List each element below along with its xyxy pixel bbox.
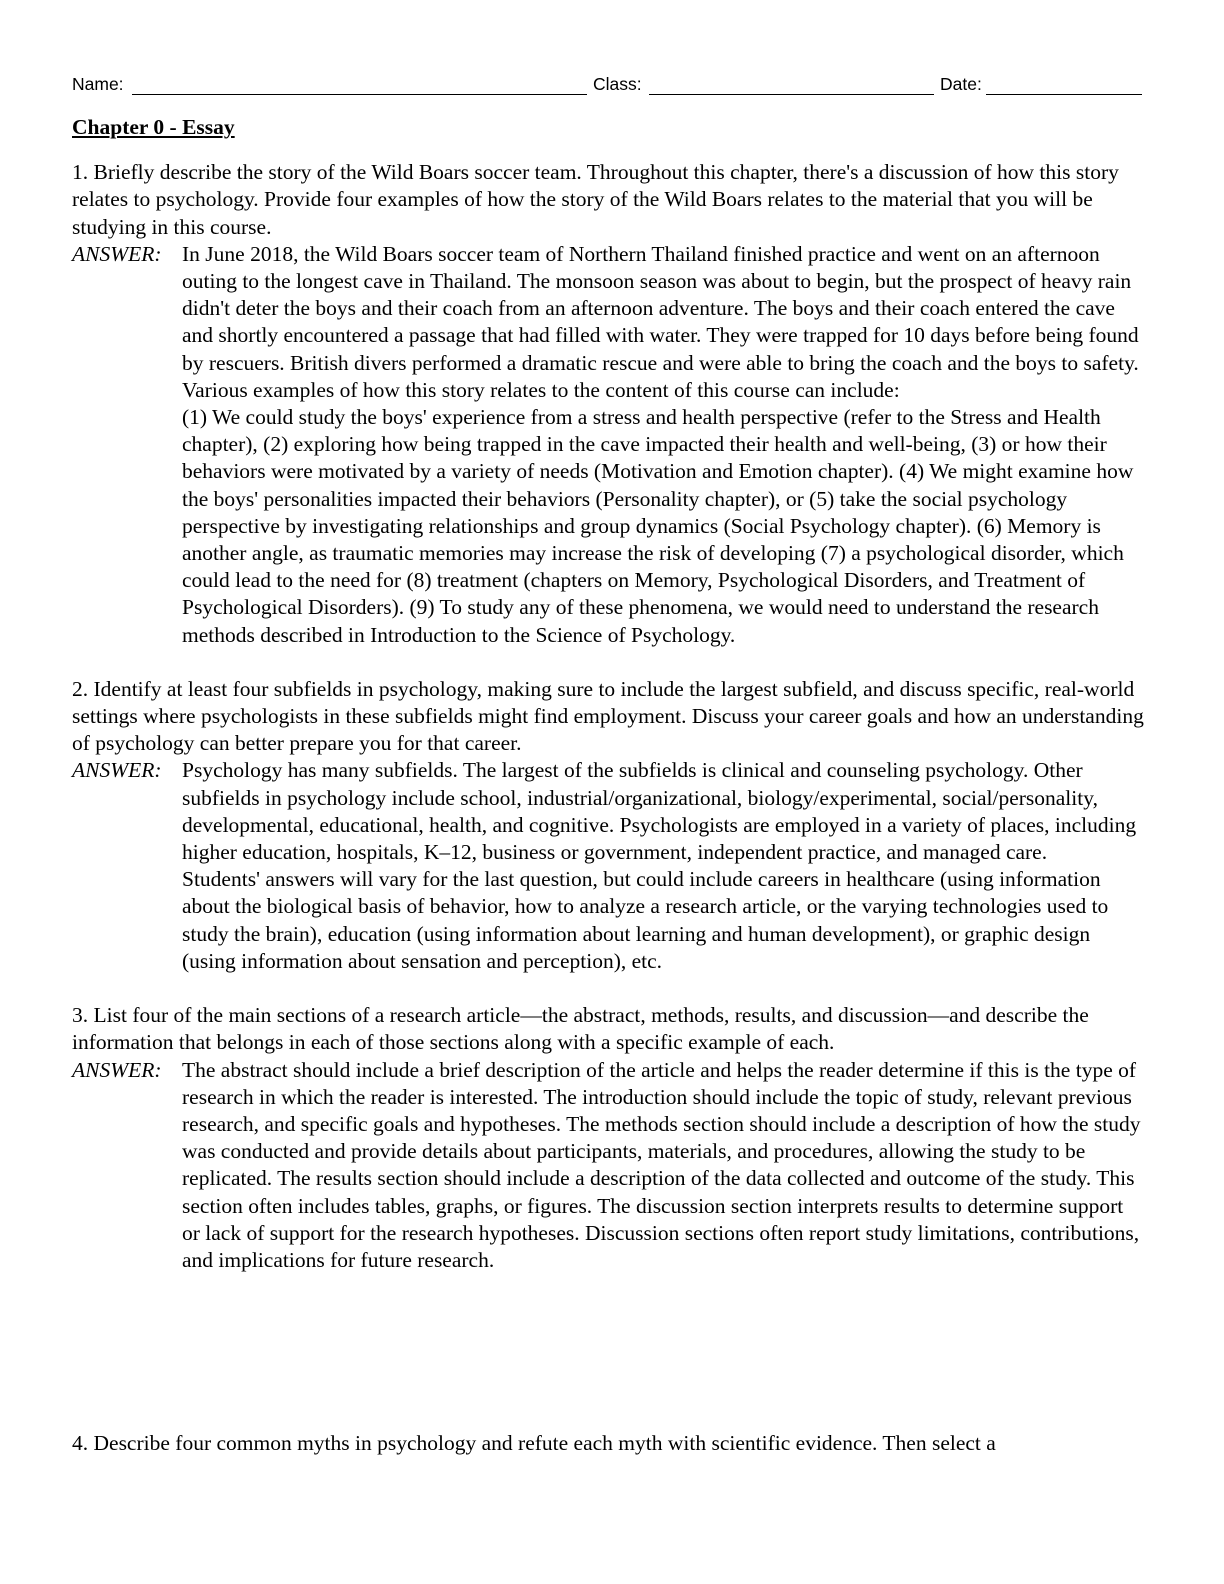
answer-block — [72, 1057, 1144, 1275]
answer-label: ANSWER: — [72, 1057, 162, 1082]
answer-paragraph: Psychology has many subfields. The largest of the subfields is clinical and counseling psychology. Other subfields in psychology include school, industrial/organizational, biology/experimental, social/personality, developmental, educational, health, and cognitive. Psychologists are employed in a variety of places, including higher education, hospitals, K–12, business or government, independent practice, and managed care. — [182, 758, 1137, 865]
answer-paragraph: Various examples of how this story relates to the content of this course can include: — [182, 377, 900, 402]
spacer — [72, 649, 1144, 676]
name-label: Name: — [72, 74, 124, 94]
answer-body — [182, 1057, 1144, 1275]
class-label: Class: — [593, 74, 642, 94]
question-4-prompt: 4. Describe four common myths in psychology and refute each myth with scientific evidence. Then select a — [72, 1431, 996, 1455]
essay-content — [72, 114, 1144, 1274]
answer-paragraph: Students' answers will vary for the last question, but could include careers in healthcare (using information about the biological basis of behavior, how to analyze a research article, or the varying technologies used to study the brain), education (using information about learning and human development), or graphic design (using information about sensation and perception), etc. — [182, 867, 1109, 973]
question-prompt: 3. List four of the main sections of a research article—the abstract, methods, results, and discussion—and describe the information that belongs in each of those sections along with a specific example of each. — [72, 1003, 1089, 1055]
answer-paragraph: In June 2018, the Wild Boars soccer team of Northern Thailand finished practice and went on an afternoon outing to the longest cave in Thailand. The monsoon season was about to begin, but the prospect of heavy rain didn't deter the boys and their coach from an afternoon adventure. The boys and their coach entered the cave and shortly encountered a passage that had filled with water. They were trapped for 10 days before being found by rescuers. British divers performed a dramatic rescue and were able to bring the coach and the boys to safety. — [182, 241, 1139, 375]
date-blank-line — [986, 94, 1142, 95]
class-blank-line — [649, 94, 934, 95]
answer-label: ANSWER: — [72, 758, 162, 783]
answer-paragraph: The abstract should include a brief description of the article and helps the reader determine if this is the type of research in which the reader is interested. The introduction should include the topic of study, relevant previous research, and specific goals and hypotheses. The methods section should include a description of how the study was conducted and provide details about participants, materials, and procedures, allowing the study to be replicated. The results section should include a description of the data collected and outcome of the study. This section often includes tables, graphs, or figures. The discussion section interprets results to determine support or lack of support for the research hypotheses. Discussion sections often report study limitations, contributions, and implications for future research. — [182, 1057, 1141, 1272]
answer-block — [72, 241, 1144, 649]
chapter-title: Chapter 0 - Essay — [72, 115, 235, 139]
answer-block — [72, 757, 1144, 975]
date-label: Date: — [940, 74, 982, 94]
question-prompt: 2. Identify at least four subfields in psychology, making sure to include the largest subfield, and discuss specific, real-world settings where psychologists in these subfields might find employment. Discuss your career goals and how an understanding of psychology can better prepare you for that career. — [72, 676, 1144, 756]
answer-label: ANSWER: — [72, 241, 162, 266]
question-block-2 — [72, 676, 1144, 975]
spacer — [72, 975, 1144, 1002]
answer-paragraph: (1) We could study the boys' experience from a stress and health perspective (refer to the Stress and Health chapter), (2) exploring how being trapped in the cave impacted their health and well-being, (3) or how their behaviors were motivated by a variety of needs (Motivation and Emotion chapter). (4) We might examine how the boys' personalities impacted their behaviors (Personality chapter), or (5) take the social psychology perspective by investigating relationships and group dynamics (Social Psychology chapter). (6) Memory is another angle, as traumatic memories may increase the risk of developing (7) a psychological disorder, which could lead to the need for (8) treatment (chapters on Memory, Psychological Disorders, and Treatment of Psychological Disorders). (9) To study any of these phenomena, we would need to understand the research methods described in Introduction to the Science of Psychology. — [182, 405, 1134, 647]
question-prompt: 1. Briefly describe the story of the Wild Boars soccer team. Throughout this chapter, there's a discussion of how this story relates to psychology. Provide four examples of how the story of the Wild Boars relates to the material that you will be studying in this course. — [72, 160, 1119, 239]
question-4-partial — [72, 1430, 1144, 1464]
student-info-header — [72, 70, 1142, 98]
answer-body — [182, 757, 1144, 975]
name-blank-line — [132, 94, 587, 95]
answer-body — [182, 241, 1144, 649]
question-block-3 — [72, 1002, 1144, 1274]
question-block-1 — [72, 159, 1144, 649]
